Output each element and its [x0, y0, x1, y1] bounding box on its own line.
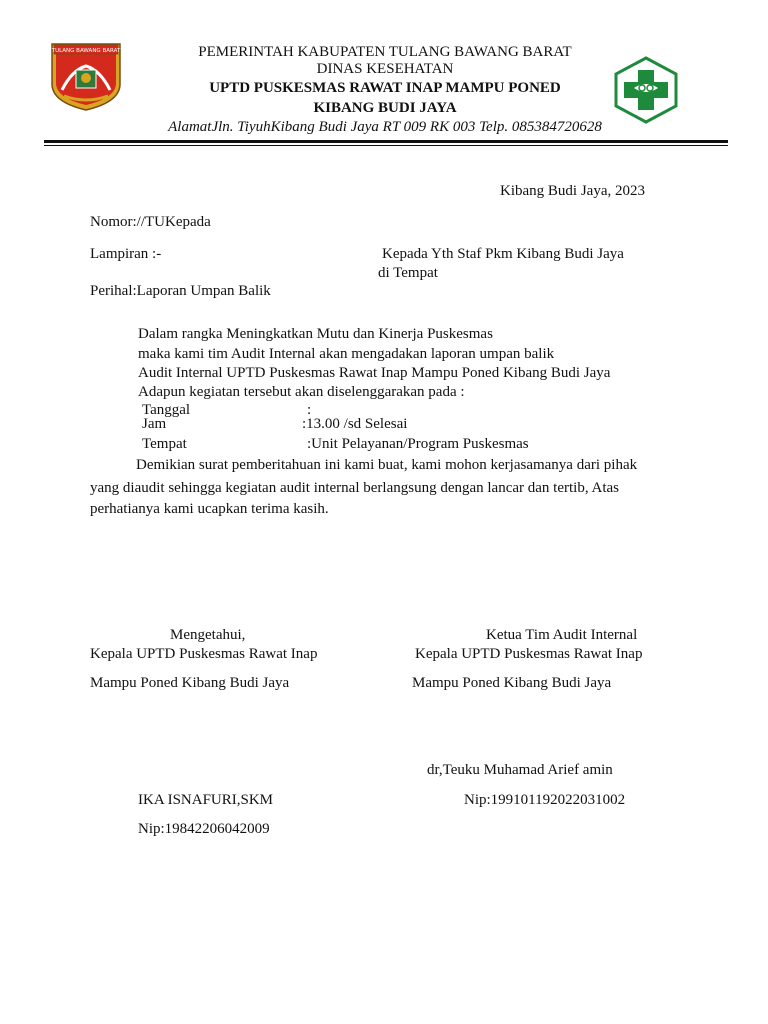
- emblem-banner-text: TULANG BAWANG BARAT: [51, 48, 121, 54]
- right-signer-name: dr,Teuku Muhamad Arief amin: [427, 762, 613, 778]
- letter-number: Nomor://TUKepada: [90, 214, 211, 230]
- left-signer-title2: Kepala UPTD Puskesmas Rawat Inap: [90, 646, 318, 662]
- closing-line: perhatianya kami ucapkan terima kasih.: [90, 501, 329, 517]
- header-divider-thick: [44, 140, 728, 143]
- body-line: Audit Internal UPTD Puskesmas Rawat Inap Mampu Poned Kibang Budi Jaya: [138, 365, 611, 381]
- header-government-line: PEMERINTAH KABUPATEN TULANG BAWANG BARAT: [198, 44, 572, 60]
- body-line: maka kami tim Audit Internal akan mengadakan laporan umpan balik: [138, 346, 555, 362]
- left-signer-title3: Mampu Poned Kibang Budi Jaya: [90, 675, 290, 691]
- left-signer-title1: Mengetahui,: [170, 627, 246, 643]
- letter-recipient-place: di Tempat: [378, 265, 438, 281]
- header-address: AlamatJln. TiyuhKibang Budi Jaya RT 009 RK 003 Telp. 085384720628: [168, 119, 602, 135]
- letter-recipient: Kepada Yth Staf Pkm Kibang Budi Jaya: [382, 246, 624, 262]
- regency-emblem-logo: [48, 40, 124, 112]
- left-signer-name: IKA ISNAFURI,SKM: [138, 792, 274, 808]
- schedule-label-time: Jam: [142, 416, 167, 432]
- letter-date: Kibang Budi Jaya, 2023: [500, 183, 645, 199]
- body-line: Dalam rangka Meningkatkan Mutu dan Kinerja Puskesmas: [138, 326, 493, 342]
- right-signer-nip: Nip:199101192022031002: [464, 792, 626, 808]
- letter-subject: Perihal:Laporan Umpan Balik: [90, 283, 271, 299]
- schedule-label-date: Tanggal: [142, 402, 191, 418]
- right-signer-title3: Mampu Poned Kibang Budi Jaya: [412, 675, 612, 691]
- header-location-line: KIBANG BUDI JAYA: [313, 100, 457, 116]
- right-signer-title1: Ketua Tim Audit Internal: [486, 627, 638, 643]
- letter-attachment: Lampiran :-: [90, 246, 162, 262]
- schedule-value-place: :Unit Pelayanan/Program Puskesmas: [307, 436, 529, 452]
- closing-line: yang diaudit sehingga kegiatan audit internal berlangsung dengan lancar dan tertib, Atas: [90, 480, 619, 496]
- schedule-value-time: :13.00 /sd Selesai: [302, 416, 408, 432]
- right-signer-title2: Kepala UPTD Puskesmas Rawat Inap: [415, 646, 643, 662]
- header-divider-thin: [44, 145, 728, 146]
- header-department-line: DINAS KESEHATAN: [316, 61, 454, 77]
- schedule-value-date: :: [307, 402, 312, 418]
- body-line: Adapun kegiatan tersebut akan diselenggarakan pada :: [138, 384, 465, 400]
- left-signer-nip: Nip:19842206042009: [138, 821, 270, 837]
- schedule-label-place: Tempat: [142, 436, 187, 452]
- header-institution-line: UPTD PUSKESMAS RAWAT INAP MAMPU PONED: [209, 80, 561, 96]
- closing-line: Demikian surat pemberitahuan ini kami buat, kami mohon kerjasamanya dari pihak: [136, 457, 638, 473]
